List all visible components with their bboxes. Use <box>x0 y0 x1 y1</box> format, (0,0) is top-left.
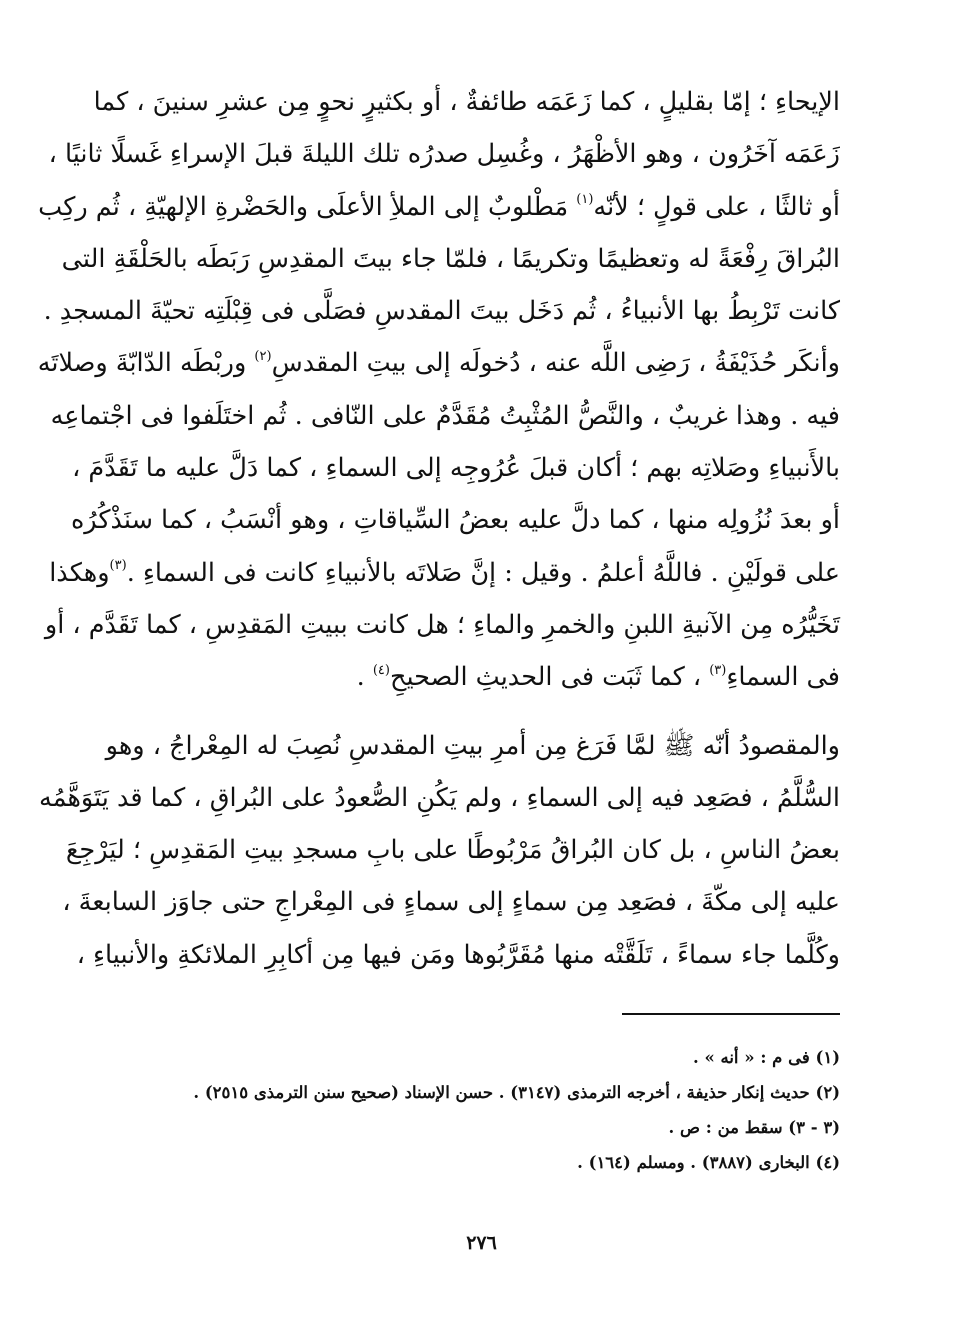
text-line: بعضُ الناسِ ، بل كان البُراقُ مَرْبُوطًا على بابِ مسجدِ بيتِ المَقدِسِ ؛ ليَرْجِعَ <box>65 835 840 866</box>
paragraph-1 <box>37 76 840 704</box>
text-line: تَخَيُّرُه مِن الآنيةِ اللبنِ والخمرِ والماءِ ؛ هل كانت ببيتِ المَقدِسِ ، كما تَقَدَّم ، أو <box>44 609 840 640</box>
footnote-ref: (٢) <box>254 348 272 364</box>
text-line: زَعَمَه آخَرُون ، وهو الأظْهَرُ ، وغُسِل صدرُه تلك الليلةَ قبلَ الإسراءِ غَسلًا ثانيًا ، <box>48 139 840 170</box>
text-line: كانت تَرْبِطُ بها الأنبياءُ ، ثُم دَخَل بيتَ المقدسِ فصَلَّى فى قِبْلَتِه تحيّةَ المسجدِ . <box>43 296 840 327</box>
text-line <box>122 651 840 703</box>
footnote-ref: (٣) <box>109 558 127 574</box>
text-line: أو بعدَ نُزُولِه منها ، كما دلَّ عليه بعضُ السِّياقاتِ ، وهو أنْسَبُ ، كما سنَذْكُرُه <box>70 505 840 536</box>
text-segment: مَطْلوبٌ إلى الملأِ الأعلَى والحَضْرةِ الإلهيّةِ ، ثُم ركِب <box>38 191 569 222</box>
text-segment: أو ثالثًا ، على قولٍ ؛ لأنّه <box>593 191 840 222</box>
text-line: بالأَنبياءِ وصَلاتِه بهم ؛ أكان قبلَ عُرُوجِه إلى السماءِ ، كما دَلَّ عليه ما تَقَدَّمَ ، <box>72 453 840 484</box>
text-segment: وهكذا <box>49 557 110 588</box>
footnote: (٣ - ٣) سقط من : ص . <box>668 1118 840 1137</box>
text-line: عليه إلى مكّةَ ، فصَعِد مِن سماءٍ إلى سماءٍ فى المِعْراجِ حتى جاوَز السابعةَ ، <box>62 887 840 918</box>
text-line: وكُلَّما جاء سماءً ، تَلَقَّتْه منها مُقَرَّبُوها ومَن فيها مِن أكابِرِ الملائكةِ والأنبياءِ ، <box>76 939 840 970</box>
text-segment: ، كما ثَبَت فى الحديثِ الصحيحِ <box>389 662 702 693</box>
text-segment: . <box>356 662 365 693</box>
text-line <box>38 181 840 233</box>
page-number: ٢٧٦ <box>466 1232 497 1254</box>
footnote-separator <box>622 1013 840 1015</box>
text-line: الإيحاءِ ؛ إمّا بقليلٍ ، كما زَعَمَه طائفةٌ ، أو بكثيرٍ نحوٍ مِن عشرِ سنينَ ، كما <box>93 87 840 117</box>
text-segment: فى السماءِ <box>726 662 840 693</box>
text-line: والمقصودُ أنّه ﷺ لمَّا فَرَغ مِن أمرِ بيتِ المقدسِ نُصِبَ له المِعْراجُ ، وهو <box>105 730 840 761</box>
text-line: السُّلَّمُ ، فصَعِد فيه إلى السماءِ ، ولم يَكُنِ الصُّعودُ على البُراقِ ، كما قد يَتَوَهَّمُه <box>39 782 840 813</box>
footnotes <box>122 1040 840 1180</box>
paragraph-gap <box>122 704 840 720</box>
footnote-ref: (١) <box>576 192 594 208</box>
text-line: البُراقَ رِفْعَةً له وتعظيمًا وتكريمًا ، فلمّا جاء بيتَ المقدِسِ رَبَطَه بالحَلْقَةِ التى <box>61 243 840 274</box>
text-segment: على قولَيْنِ . فاللَّهُ أعلمُ . وقيل : إنَّ صَلاتَه بالأنبياءِ كانت فى السماءِ . <box>126 557 840 588</box>
text-line <box>49 547 840 599</box>
paragraph-2 <box>39 720 840 981</box>
text-segment: وربْطَه الدّابّةَ وصلاتَه <box>37 348 247 379</box>
footnote-ref: (٤) <box>372 662 390 678</box>
main-text <box>37 76 840 981</box>
footnote-ref: (٣) <box>709 662 727 678</box>
footnote: (٤) البخارى (٣٨٨٧) . ومسلم (١٦٤) . <box>577 1153 840 1172</box>
text-line: فيه . وهذا غريبٌ ، والنَّصُّ المُثْبِتُ مُقَدَّمٌ على النّافى . ثُم اختَلَفوا فى اجْتماعِه <box>50 400 840 431</box>
text-segment: وأنكَر حُذَيْفَةُ ، رَضِى اللَّه عنه ، دُخولَه إلى بيتِ المقدسِ <box>271 348 840 379</box>
text-line <box>37 337 840 389</box>
footnote: (٢) حديث إنكار حذيفة ، أخرجه الترمذى (٣١٤٧) . حسن الإسناد (صحيح سنن الترمذى ٢٥١٥) . <box>193 1083 840 1102</box>
footnote: (١) فى م : « أنه » . <box>692 1048 840 1067</box>
